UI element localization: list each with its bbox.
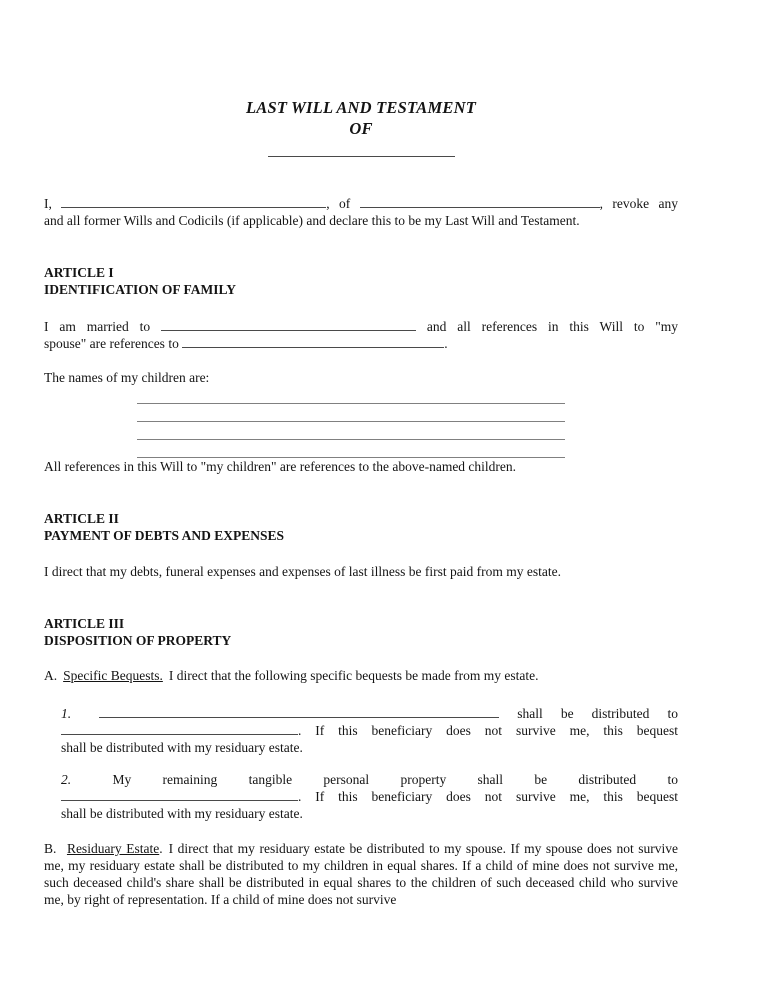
will-title: LAST WILL AND TESTAMENT xyxy=(246,98,476,117)
specific-bequests-title: Specific Bequests. xyxy=(63,668,163,683)
bequest-2-text-a: My remaining tangible personal property shall be distributed to xyxy=(112,772,678,787)
bequest-2-line-2 xyxy=(61,788,678,805)
title-testator-name-blank xyxy=(268,139,455,157)
children-name-line-4 xyxy=(137,440,565,458)
marriage-text-a: I am married to xyxy=(44,319,151,334)
bequest-2-line-1 xyxy=(61,771,678,788)
children-note: All references in this Will to "my children" are references to the above-named children. xyxy=(44,459,517,474)
debts-paragraph: I direct that my debts, funeral expenses and expenses of last illness be first paid from my estate. xyxy=(44,564,561,579)
opening-line-1 xyxy=(44,195,678,212)
article-1-heading-block xyxy=(44,264,678,298)
opening-paragraph xyxy=(44,195,678,229)
bequest-1-beneficiary-blank xyxy=(61,722,298,735)
testator-name-blank xyxy=(61,195,326,208)
article-2-heading-block xyxy=(44,510,678,544)
spouse-reference-blank xyxy=(182,335,444,348)
residuary-estate-title: Residuary Estate xyxy=(66,841,160,856)
marriage-text-c: spouse" are references to xyxy=(44,336,179,351)
article-1-heading: ARTICLE I xyxy=(44,265,114,280)
article-3-subheading: DISPOSITION OF PROPERTY xyxy=(44,633,232,648)
bequest-1-property-blank xyxy=(99,705,499,718)
bequest-2-text-b: . If this beneficiary does not survive me, this bequest xyxy=(298,789,678,804)
testator-residence-blank xyxy=(360,195,600,208)
opening-text-c: , revoke any xyxy=(599,196,679,211)
opening-text-b: , of xyxy=(326,196,351,211)
specific-bequests-intro xyxy=(44,667,678,684)
article-3-heading-block xyxy=(44,615,678,649)
bequest-item-2 xyxy=(61,771,678,822)
children-name-line-2 xyxy=(137,404,565,422)
bequest-1-line-1 xyxy=(61,705,678,722)
will-title-of: OF xyxy=(349,119,373,138)
residuary-estate-separator: . xyxy=(159,841,163,856)
bequest-1-line-2 xyxy=(61,722,678,739)
opening-line-2: and all former Wills and Codicils (if applicable) and declare this to be my Last Will and Testament. xyxy=(44,213,580,228)
marriage-text-d: . xyxy=(444,336,448,351)
bequest-2-number: 2. xyxy=(61,772,72,787)
residuary-estate-text: I direct that my residuary estate be distributed to my spouse. If my spouse does not survive me, my residuary estate shall be distributed to my children in equal shares. If a child of mine does not survive me, such deceased child's share shall be distributed in equal shares to the children of such deceased child who survive me, by right of representation. If a child of mine does not survive xyxy=(44,841,678,907)
children-name-line-1 xyxy=(137,386,565,404)
opening-text-a: I, xyxy=(44,196,52,211)
bequest-2-beneficiary-blank xyxy=(61,788,298,801)
bequest-1-text-a: shall be distributed to xyxy=(517,706,678,721)
article-1-subheading: IDENTIFICATION OF FAMILY xyxy=(44,282,237,297)
marriage-paragraph xyxy=(44,318,678,352)
bequest-item-1 xyxy=(61,705,678,756)
marriage-line-2 xyxy=(44,335,678,352)
section-b-label: B. xyxy=(44,841,57,856)
article-2-heading: ARTICLE II xyxy=(44,511,119,526)
bequest-1-line-3: shall be distributed with my residuary estate. xyxy=(61,740,303,755)
article-3-heading: ARTICLE III xyxy=(44,616,125,631)
children-name-lines xyxy=(137,386,678,458)
marriage-line-1 xyxy=(44,318,678,335)
children-name-line-3 xyxy=(137,422,565,440)
bequest-2-line-3: shall be distributed with my residuary estate. xyxy=(61,806,303,821)
article-2-subheading: PAYMENT OF DEBTS AND EXPENSES xyxy=(44,528,285,543)
spouse-name-blank xyxy=(161,318,416,331)
document-title-block xyxy=(44,97,678,139)
residuary-estate-paragraph xyxy=(44,840,678,908)
bequest-1-number: 1. xyxy=(61,706,72,721)
specific-bequests-text: I direct that the following specific bequests be made from my estate. xyxy=(168,668,539,683)
section-a-label: A. xyxy=(44,668,58,683)
marriage-text-b: and all references in this Will to "my xyxy=(426,319,679,334)
children-intro: The names of my children are: xyxy=(44,370,210,385)
bequest-1-text-b: . If this beneficiary does not survive me, this bequest xyxy=(298,723,678,738)
